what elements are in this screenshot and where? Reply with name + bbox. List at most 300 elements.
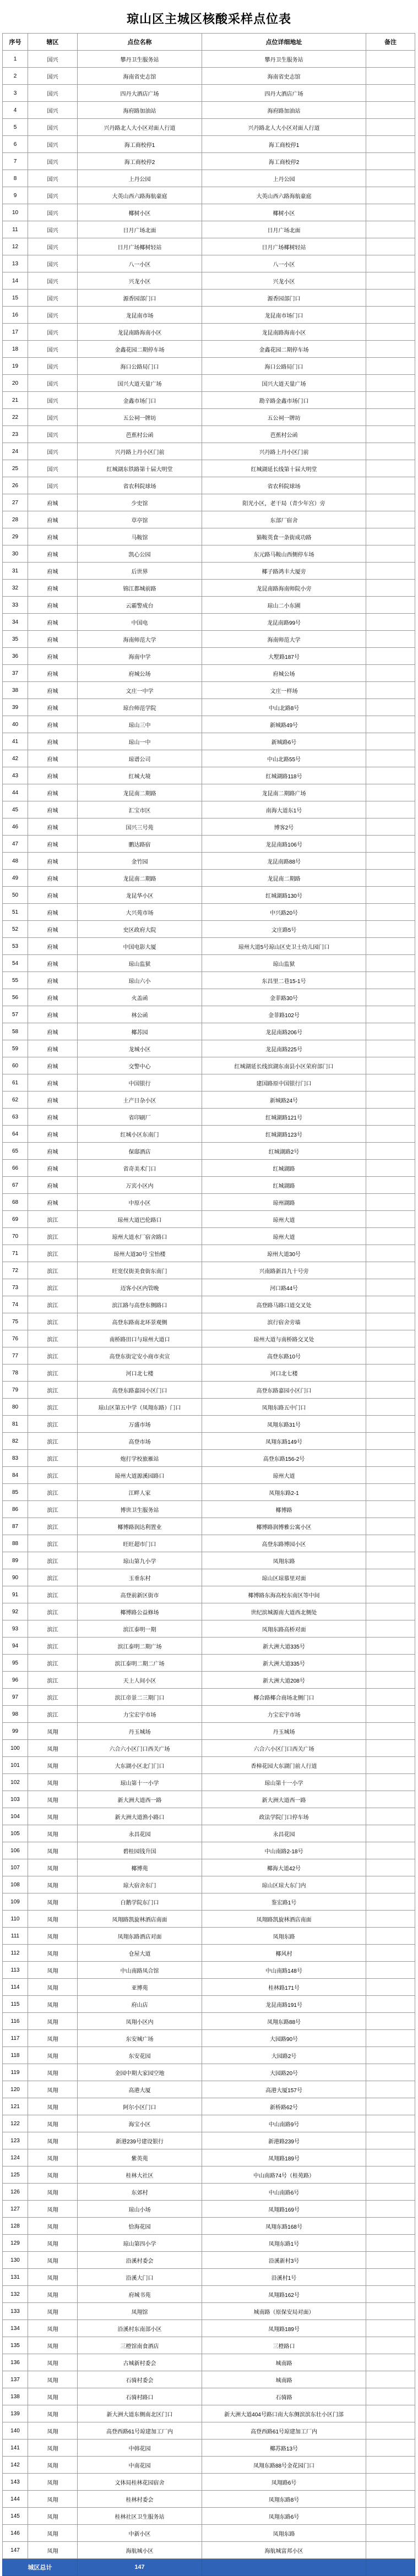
cell-site-name: 红城大境 <box>78 767 202 784</box>
table-row <box>3 443 415 460</box>
cell-note <box>366 1518 415 1535</box>
cell-address: 兴丹路北人大小区对面人行道 <box>202 119 366 136</box>
cell-index: 78 <box>3 1365 28 1382</box>
cell-note <box>366 2115 415 2132</box>
cell-site-name: 东安花园 <box>78 2047 202 2064</box>
cell-note <box>366 1006 415 1023</box>
cell-site-name: 龙城小区 <box>78 1040 202 1057</box>
table-row <box>3 1518 415 1535</box>
table-row <box>3 972 415 989</box>
cell-note <box>366 1893 415 1911</box>
cell-site-name: 南桥路田口与琼州大道口 <box>78 1330 202 1347</box>
cell-note <box>366 443 415 460</box>
table-row <box>3 631 415 648</box>
table-row <box>3 1655 415 1672</box>
cell-address: 源香园部门口 <box>202 290 366 307</box>
table-row <box>3 1296 415 1313</box>
cell-site-name: 新大洲大道东侧南北区门口 <box>78 2405 202 2422</box>
cell-site-name: 交警中心 <box>78 1057 202 1074</box>
cell-index: 103 <box>3 1791 28 1808</box>
cell-district: 府城 <box>28 1143 78 1160</box>
cell-district: 凤翔 <box>28 2354 78 2371</box>
cell-address: 琼州大道 <box>202 1467 366 1484</box>
cell-site-name: 高登东路南北环景观侧 <box>78 1313 202 1330</box>
cell-index: 122 <box>3 2115 28 2132</box>
cell-district: 凤翔 <box>28 2303 78 2320</box>
cell-address: 海口公路局门口 <box>202 358 366 375</box>
cell-index: 108 <box>3 1876 28 1893</box>
cell-address: 海工商校停2 <box>202 153 366 170</box>
cell-note <box>366 324 415 341</box>
cell-district: 府城 <box>28 801 78 818</box>
cell-site-name: 旺旺超市门口 <box>78 1535 202 1552</box>
cell-district: 凤翔 <box>28 1808 78 1825</box>
cell-address: 红城湖延长线滨湖东南县小区荣府部门口 <box>202 1057 366 1074</box>
cell-site-name: 高登西路61号琼建加工厂内 <box>78 2422 202 2439</box>
cell-index: 26 <box>3 477 28 494</box>
table-row <box>3 153 415 170</box>
cell-note <box>366 290 415 307</box>
table-row <box>3 580 415 597</box>
cell-site-name: 石骑村委会 <box>78 2371 202 2388</box>
cell-address: 世纪滨城源南大道西北侧处 <box>202 1603 366 1620</box>
cell-note <box>366 375 415 392</box>
cell-address: 府城公场 <box>202 665 366 682</box>
cell-note <box>366 1672 415 1689</box>
cell-note <box>366 2337 415 2354</box>
footer-total: 147 <box>78 2559 202 2576</box>
cell-note <box>366 1484 415 1501</box>
cell-site-name: 上丹公园 <box>78 170 202 187</box>
table-row <box>3 1347 415 1365</box>
cell-site-name: 金竹园 <box>78 853 202 870</box>
table-row <box>3 597 415 614</box>
cell-note <box>366 1757 415 1774</box>
cell-district: 府城 <box>28 648 78 665</box>
cell-note <box>366 1808 415 1825</box>
cell-site-name: 仓屋大道 <box>78 1945 202 1962</box>
cell-site-name: 林公函 <box>78 1006 202 1023</box>
footer-empty-address <box>202 2559 366 2576</box>
cell-index: 19 <box>3 358 28 375</box>
cell-site-name: 海南省史志馆 <box>78 68 202 85</box>
cell-index: 80 <box>3 1399 28 1416</box>
cell-district: 府城 <box>28 1194 78 1211</box>
cell-note <box>366 2030 415 2047</box>
cell-note <box>366 511 415 528</box>
cell-address: 红城湖路 <box>202 1177 366 1194</box>
cell-address: 高港大厦157号 <box>202 2081 366 2098</box>
cell-note <box>366 2320 415 2337</box>
cell-index: 21 <box>3 392 28 409</box>
table-row <box>3 1774 415 1791</box>
cell-index: 11 <box>3 221 28 238</box>
table-row <box>3 392 415 409</box>
cell-note <box>366 1706 415 1723</box>
cell-address: 琼山监狱 <box>202 955 366 972</box>
cell-address: 凤翔东路149号 <box>202 1433 366 1450</box>
cell-district: 府城 <box>28 921 78 938</box>
cell-site-name: 海南师范大学 <box>78 631 202 648</box>
header-index: 序号 <box>3 34 28 51</box>
cell-address: 凤翔东路168号 <box>202 2218 366 2235</box>
cell-index: 5 <box>3 119 28 136</box>
cell-index: 81 <box>3 1416 28 1433</box>
cell-district: 凤翔 <box>28 1945 78 1962</box>
cell-district: 凤翔 <box>28 1962 78 1979</box>
cell-index: 43 <box>3 767 28 784</box>
cell-address: 中山北路55号 <box>202 750 366 767</box>
cell-index: 109 <box>3 1893 28 1911</box>
cell-district: 凤翔 <box>28 1911 78 1928</box>
table-row <box>3 238 415 255</box>
cell-site-name: 大兴苑市场 <box>78 904 202 921</box>
table-row <box>3 2405 415 2422</box>
cell-district: 滨江 <box>28 1228 78 1245</box>
cell-site-name: 博世卫生服务站 <box>78 1501 202 1518</box>
cell-note <box>366 853 415 870</box>
cell-site-name: 日月广场椰树轻站 <box>78 238 202 255</box>
cell-index: 16 <box>3 307 28 324</box>
cell-site-name: 阿尔小区门口 <box>78 2098 202 2115</box>
cell-address: 大园路2号 <box>202 2047 366 2064</box>
cell-note <box>366 2166 415 2184</box>
table-row <box>3 102 415 119</box>
cell-site-name: 中新小区 <box>78 2525 202 2542</box>
cell-district: 滨江 <box>28 1382 78 1399</box>
cell-site-name: 万盛市场 <box>78 1416 202 1433</box>
cell-district: 滨江 <box>28 1552 78 1569</box>
cell-note <box>366 1740 415 1757</box>
table-row <box>3 255 415 272</box>
table-header-row <box>3 34 415 51</box>
cell-address: 椰博路东海高校东南区等中间 <box>202 1586 366 1603</box>
cell-site-name: 海南中学 <box>78 648 202 665</box>
cell-index: 25 <box>3 460 28 477</box>
table-row <box>3 1996 415 2013</box>
cell-address: 新港路239号 <box>202 2132 366 2149</box>
cell-site-name: 龙昆华小区 <box>78 887 202 904</box>
cell-note <box>366 409 415 426</box>
cell-index: 112 <box>3 1945 28 1962</box>
cell-note <box>366 1467 415 1484</box>
cell-index: 97 <box>3 1689 28 1706</box>
table-row <box>3 870 415 887</box>
table-row <box>3 2201 415 2218</box>
cell-note <box>366 494 415 511</box>
cell-district: 国兴 <box>28 85 78 102</box>
cell-district: 府城 <box>28 1160 78 1177</box>
cell-site-name: 琼山第九小学 <box>78 1552 202 1569</box>
cell-index: 100 <box>3 1740 28 1757</box>
cell-address: 龙昆南路191号 <box>202 1996 366 2013</box>
cell-district: 凤翔 <box>28 2047 78 2064</box>
cell-address: 高登东路156-2号 <box>202 1450 366 1467</box>
cell-district: 凤翔 <box>28 2388 78 2405</box>
cell-district: 凤翔 <box>28 2371 78 2388</box>
cell-address: 新城路24号 <box>202 1091 366 1109</box>
cell-note <box>366 2354 415 2371</box>
cell-address: 椰风村 <box>202 1945 366 1962</box>
table-row <box>3 2064 415 2081</box>
cell-index: 23 <box>3 426 28 443</box>
cell-site-name: 椰博苑 <box>78 1859 202 1876</box>
cell-address: 高登东路嘉园小区门口 <box>202 1382 366 1399</box>
cell-index: 7 <box>3 153 28 170</box>
cell-district: 滨江 <box>28 1296 78 1313</box>
cell-index: 72 <box>3 1262 28 1279</box>
table-row <box>3 460 415 477</box>
table-row <box>3 2525 415 2542</box>
table-row <box>3 1501 415 1518</box>
cell-address: 香樟花园大东湖门前人行道 <box>202 1757 366 1774</box>
cell-district: 滨江 <box>28 1535 78 1552</box>
cell-index: 131 <box>3 2269 28 2286</box>
cell-district: 国兴 <box>28 358 78 375</box>
cell-site-name: 府山店 <box>78 1996 202 2013</box>
cell-address: 中山南路148号 <box>202 1962 366 1979</box>
cell-site-name: 源香园部门口 <box>78 290 202 307</box>
cell-index: 29 <box>3 528 28 545</box>
cell-note <box>366 989 415 1006</box>
cell-note <box>366 1279 415 1296</box>
table-row <box>3 716 415 733</box>
cell-district: 国兴 <box>28 290 78 307</box>
cell-note <box>366 1228 415 1245</box>
cell-address: 琼州大道 <box>202 1228 366 1245</box>
cell-index: 120 <box>3 2081 28 2098</box>
cell-district: 国兴 <box>28 153 78 170</box>
cell-district: 府城 <box>28 818 78 836</box>
cell-site-name: 云霸警成台 <box>78 597 202 614</box>
cell-index: 18 <box>3 341 28 358</box>
cell-district: 滨江 <box>28 1689 78 1706</box>
cell-district: 府城 <box>28 1006 78 1023</box>
table-row <box>3 1399 415 1416</box>
table-row <box>3 2388 415 2405</box>
cell-note <box>366 1450 415 1467</box>
cell-address: 龙昆南二期路 <box>202 870 366 887</box>
cell-address: 椰海大道42号 <box>202 1859 366 1876</box>
cell-index: 36 <box>3 648 28 665</box>
cell-index: 135 <box>3 2337 28 2354</box>
table-row <box>3 2337 415 2354</box>
table-row <box>3 1706 415 1723</box>
cell-site-name: 东安城广场 <box>78 2030 202 2047</box>
cell-district: 府城 <box>28 887 78 904</box>
cell-index: 127 <box>3 2201 28 2218</box>
cell-index: 94 <box>3 1638 28 1655</box>
table-row <box>3 136 415 153</box>
table-row <box>3 1433 415 1450</box>
cell-site-name: 沿溪大门口 <box>78 2269 202 2286</box>
cell-address: 凤翔东路 <box>202 2525 366 2542</box>
cell-note <box>366 614 415 631</box>
cell-address: 红城湖路2号 <box>202 1143 366 1160</box>
footer-label: 城区总计 <box>3 2559 78 2576</box>
cell-address: 高登路马路口道交叉处 <box>202 1296 366 1313</box>
table-row <box>3 528 415 545</box>
cell-index: 32 <box>3 580 28 597</box>
cell-site-name: 琼州大道巴伦路口 <box>78 1211 202 1228</box>
cell-district: 凤翔 <box>28 2098 78 2115</box>
cell-site-name: 八一小区 <box>78 255 202 272</box>
cell-note <box>366 818 415 836</box>
table-row <box>3 2457 415 2474</box>
cell-address: 新城路49号 <box>202 716 366 733</box>
cell-address: 金鑫花园二期停车场 <box>202 341 366 358</box>
cell-note <box>366 1416 415 1433</box>
table-row <box>3 921 415 938</box>
cell-index: 87 <box>3 1518 28 1535</box>
cell-address: 文庄路5号 <box>202 921 366 938</box>
cell-address: 兴南路新昌九十号旁 <box>202 1262 366 1279</box>
cell-note <box>366 102 415 119</box>
cell-site-name: 琼州大道30号 宝怡楼 <box>78 1245 202 1262</box>
table-row <box>3 2184 415 2201</box>
cell-district: 凤翔 <box>28 2064 78 2081</box>
table-row <box>3 1842 415 1859</box>
table-row <box>3 1194 415 1211</box>
cell-note <box>366 1945 415 1962</box>
cell-index: 13 <box>3 255 28 272</box>
cell-district: 凤翔 <box>28 1842 78 1859</box>
cell-site-name: 琼山一中 <box>78 733 202 750</box>
cell-district: 凤翔 <box>28 2252 78 2269</box>
cell-district: 国兴 <box>28 51 78 68</box>
cell-site-name: 椰树小区 <box>78 204 202 221</box>
cell-note <box>366 1262 415 1279</box>
cell-district: 滨江 <box>28 1569 78 1586</box>
cell-index: 143 <box>3 2474 28 2491</box>
cell-index: 111 <box>3 1928 28 1945</box>
table-row <box>3 1757 415 1774</box>
cell-district: 国兴 <box>28 477 78 494</box>
table-row <box>3 324 415 341</box>
table-row <box>3 699 415 716</box>
cell-index: 58 <box>3 1023 28 1040</box>
cell-address: 龙昆南路225号 <box>202 1040 366 1057</box>
cell-note <box>366 2269 415 2286</box>
cell-index: 12 <box>3 238 28 255</box>
cell-note <box>366 2422 415 2439</box>
cell-site-name: 保邸酒店 <box>78 1143 202 1160</box>
cell-site-name: 凯心公园 <box>78 545 202 563</box>
cell-note <box>366 1330 415 1347</box>
cell-address: 文庄一样场 <box>202 682 366 699</box>
cell-address: 海航城富邦小区 <box>202 2542 366 2559</box>
table-row <box>3 2320 415 2337</box>
cell-index: 86 <box>3 1501 28 1518</box>
cell-note <box>366 2098 415 2115</box>
cell-index: 34 <box>3 614 28 631</box>
cell-index: 129 <box>3 2235 28 2252</box>
table-row <box>3 2132 415 2149</box>
table-row <box>3 1638 415 1655</box>
cell-site-name: 河口北七楼 <box>78 1365 202 1382</box>
cell-site-name: 滨江路与高登东侧路口 <box>78 1296 202 1313</box>
table-row <box>3 1962 415 1979</box>
cell-note <box>366 1535 415 1552</box>
cell-district: 国兴 <box>28 238 78 255</box>
cell-index: 118 <box>3 2047 28 2064</box>
cell-district: 滨江 <box>28 1450 78 1467</box>
cell-district: 国兴 <box>28 102 78 119</box>
cell-address: 三橙路口 <box>202 2337 366 2354</box>
cell-index: 92 <box>3 1603 28 1620</box>
cell-site-name: 日月广场北面 <box>78 221 202 238</box>
cell-district: 凤翔 <box>28 2320 78 2337</box>
table-row <box>3 665 415 682</box>
cell-district: 凤翔 <box>28 1893 78 1911</box>
table-row <box>3 204 415 221</box>
table-row <box>3 1740 415 1757</box>
cell-address: 红城湖路 <box>202 1160 366 1177</box>
table-row <box>3 2491 415 2508</box>
table-row <box>3 1040 415 1057</box>
cell-index: 47 <box>3 836 28 853</box>
cell-site-name: 琼台师范学院 <box>78 699 202 716</box>
cell-address: 凤翔东路6号 <box>202 2508 366 2525</box>
cell-note <box>366 1143 415 1160</box>
cell-index: 61 <box>3 1074 28 1091</box>
cell-address: 琼山二小东圃 <box>202 597 366 614</box>
cell-address: 海府路加油站 <box>202 102 366 119</box>
table-row <box>3 1911 415 1928</box>
cell-index: 15 <box>3 290 28 307</box>
cell-district: 滨江 <box>28 1347 78 1365</box>
cell-district: 府城 <box>28 494 78 511</box>
cell-site-name: 中国电 <box>78 614 202 631</box>
cell-note <box>366 938 415 955</box>
cell-index: 41 <box>3 733 28 750</box>
cell-district: 凤翔 <box>28 2508 78 2525</box>
cell-site-name: 凤翔路凯旋林酒店南面 <box>78 1911 202 1928</box>
cell-address: 中山南路9号 <box>202 2115 366 2132</box>
table-row <box>3 2439 415 2457</box>
table-row <box>3 904 415 921</box>
cell-address: 国兴大道天量广场 <box>202 375 366 392</box>
cell-note <box>366 597 415 614</box>
cell-address: 凤翔东路 <box>202 1928 366 1945</box>
cell-district: 国兴 <box>28 255 78 272</box>
cell-district: 滨江 <box>28 1603 78 1620</box>
cell-site-name: 丹玉城场 <box>78 1723 202 1740</box>
cell-district: 府城 <box>28 750 78 767</box>
cell-index: 54 <box>3 955 28 972</box>
table-row <box>3 682 415 699</box>
cell-note <box>366 1928 415 1945</box>
cell-index: 125 <box>3 2166 28 2184</box>
table-row <box>3 1177 415 1194</box>
cell-district: 滨江 <box>28 1330 78 1347</box>
cell-note <box>366 580 415 597</box>
cell-address: 永昌花园 <box>202 1825 366 1842</box>
cell-address: 海工商校停1 <box>202 136 366 153</box>
cell-site-name: 少史馆 <box>78 494 202 511</box>
cell-note <box>366 682 415 699</box>
cell-index: 42 <box>3 750 28 767</box>
cell-site-name: 锦江都城前路 <box>78 580 202 597</box>
cell-site-name: 桂林村委会 <box>78 2491 202 2508</box>
cell-district: 凤翔 <box>28 2030 78 2047</box>
table-row <box>3 2235 415 2252</box>
cell-address: 龙昆南二期路广场 <box>202 784 366 801</box>
cell-district: 滨江 <box>28 1279 78 1296</box>
cell-site-name: 海宝小区 <box>78 2115 202 2132</box>
table-row <box>3 853 415 870</box>
cell-district: 府城 <box>28 511 78 528</box>
